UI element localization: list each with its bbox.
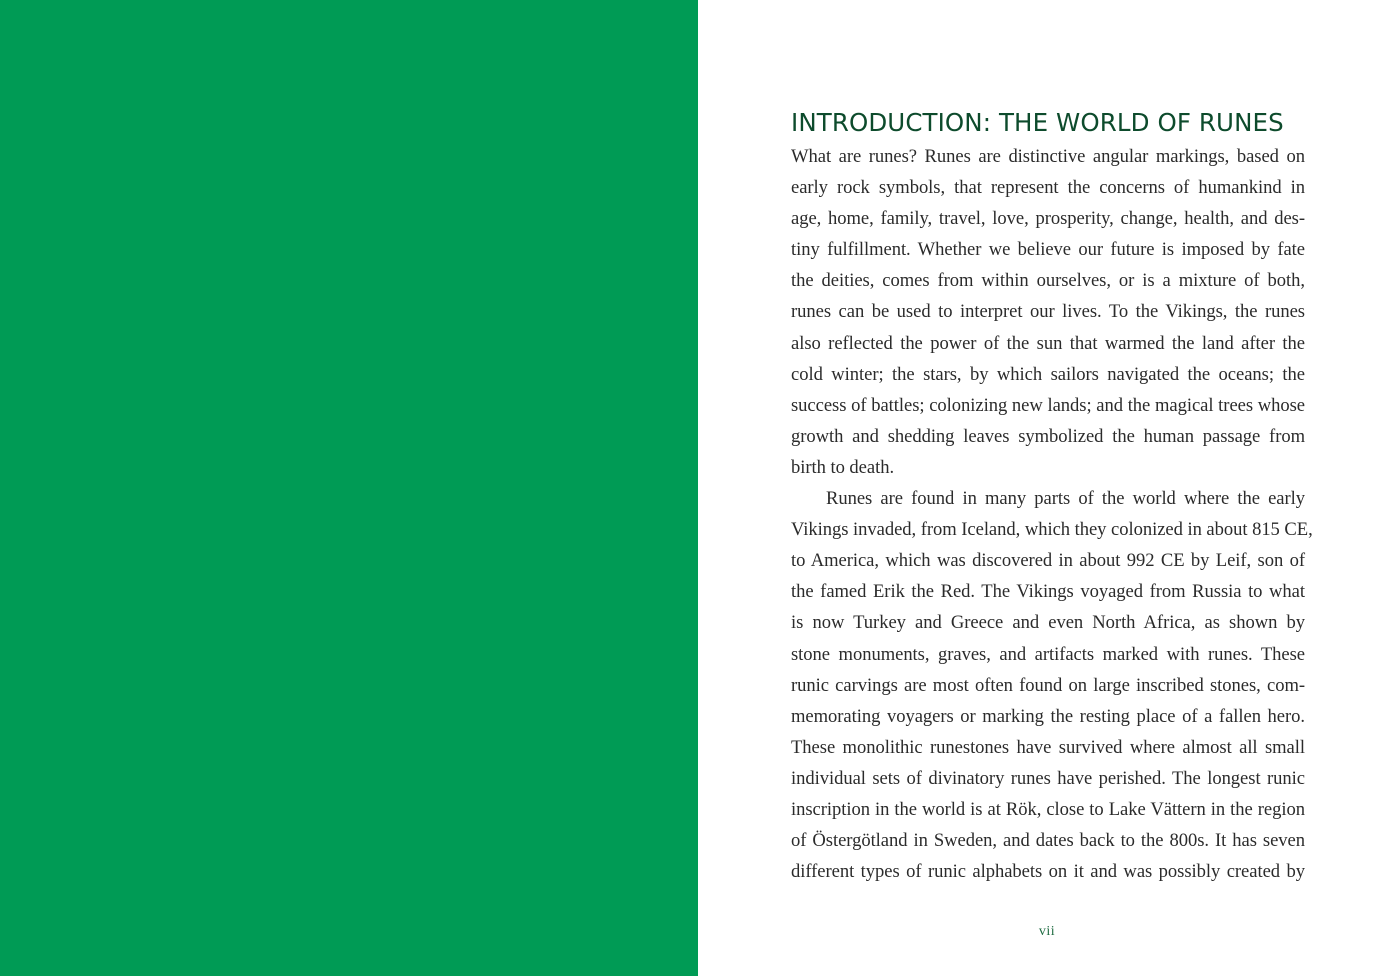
text-line: growth and shedding leaves symbolized the human passage from <box>791 425 1305 447</box>
body-text <box>791 141 1313 887</box>
text-line: runic carvings are most often found on large inscribed stones, com- <box>791 674 1305 696</box>
text-line: tiny fulfillment. Whether we believe our future is imposed by fate <box>791 239 1305 261</box>
text-line: is now Turkey and Greece and even North Africa, as shown by <box>791 612 1305 634</box>
text-line: early rock symbols, that represent the concerns of humankind in <box>791 177 1305 199</box>
text-line: different types of runic alphabets on it and was possibly created by <box>791 861 1305 883</box>
text-line: the famed Erik the Red. The Vikings voyaged from Russia to what <box>791 581 1305 603</box>
text-line: of Östergötland in Sweden, and dates back to the 800s. It has seven <box>791 830 1305 852</box>
text-line: memorating voyagers or marking the resting place of a fallen hero. <box>791 705 1305 727</box>
text-line: runes can be used to interpret our lives. To the Vikings, the runes <box>791 301 1305 323</box>
text-line: success of battles; colonizing new lands; and the magical trees whose <box>791 394 1305 416</box>
text-line: Vikings invaded, from Iceland, which they colonized in about 815 CE, <box>791 519 1313 541</box>
text-line: cold winter; the stars, by which sailors navigated the oceans; the <box>791 363 1305 385</box>
text-line: What are runes? Runes are distinctive angular markings, based on <box>791 146 1305 167</box>
chapter-heading: INTRODUCTION: THE WORLD OF RUNES <box>791 108 1284 137</box>
text-line: also reflected the power of the sun that warmed the land after the <box>791 332 1305 354</box>
text-line: age, home, family, travel, love, prosperity, change, health, and des- <box>791 208 1305 230</box>
text-line: to America, which was discovered in about 992 CE by Leif, son of <box>791 550 1305 572</box>
text-line: the deities, comes from within ourselves, or is a mixture of both, <box>791 270 1305 292</box>
text-line: birth to death. <box>791 456 895 478</box>
text-line: individual sets of divinatory runes have perished. The longest runic <box>791 767 1305 789</box>
text-line: These monolithic runestones have survived where almost all small <box>791 736 1305 758</box>
text-line: Runes are found in many parts of the world where the early <box>826 488 1305 510</box>
text-page <box>698 0 1396 976</box>
page-number: vii <box>1038 924 1056 939</box>
text-line: stone monuments, graves, and artifacts marked with runes. These <box>791 643 1305 665</box>
text-line: inscription in the world is at Rök, close to Lake Vättern in the region <box>791 798 1305 820</box>
